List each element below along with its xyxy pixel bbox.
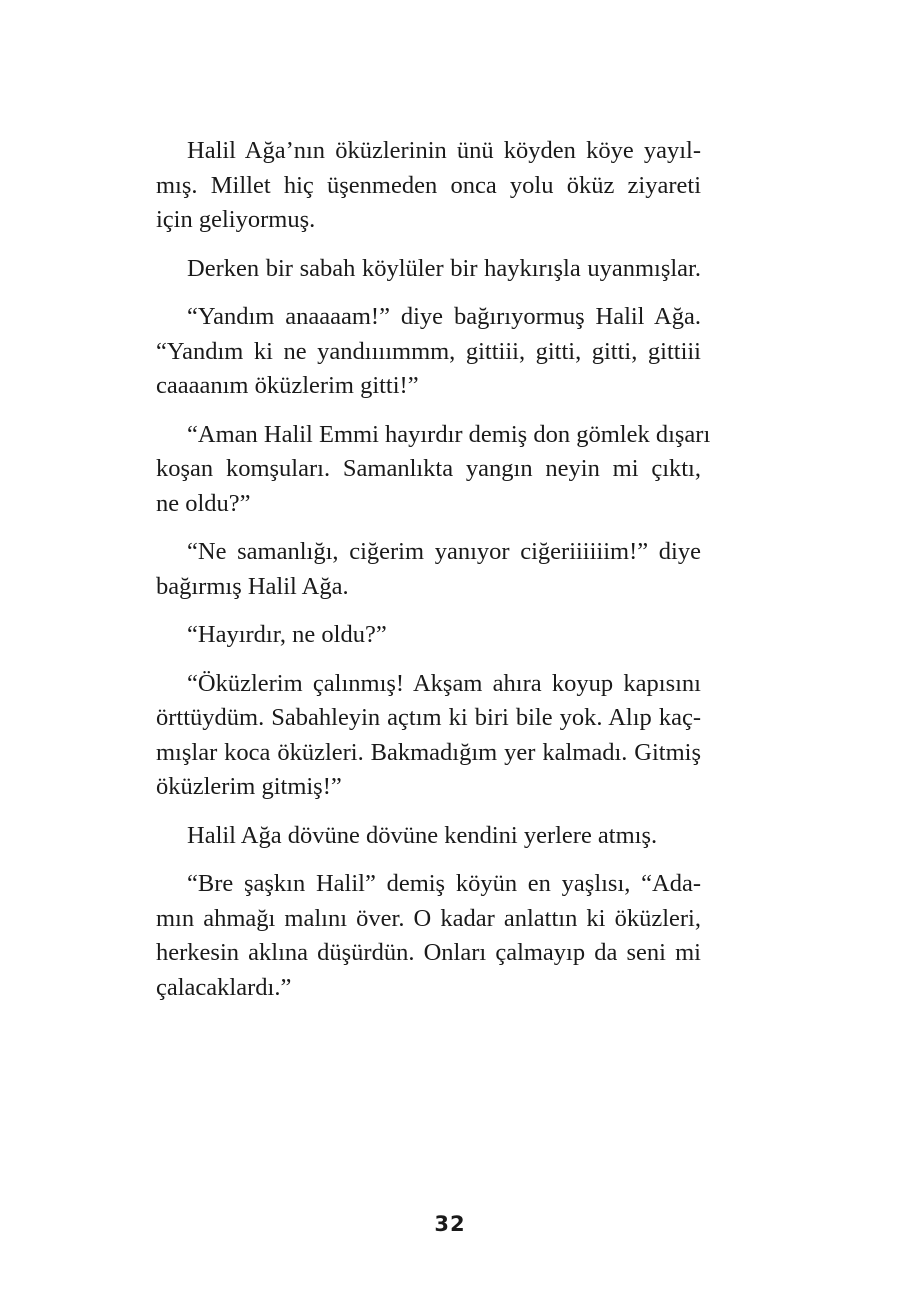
text-line: ne oldu?” [156,489,251,517]
text-line: “Ne samanlığı, ciğerim yanıyor ciğeriiiiiim!” diye [187,538,701,565]
text-line: “Öküzlerim çalınmış! Akşam ahıra koyup kapısını [187,669,701,697]
text-line: öküzlerim gitmiş!” [156,773,342,800]
paragraph [156,867,701,1005]
text-line: mış. Millet hiç üşenmeden onca yolu öküz ziyareti [156,171,701,199]
paragraph [156,418,711,522]
text-line: Halil Ağa’nın öküzlerinin ünü köyden köye yayıl- [187,137,701,164]
paragraph [156,134,701,238]
paragraph [156,300,701,404]
paragraph [156,667,701,805]
text-line: bağırmış Halil Ağa. [156,572,349,600]
text-line: “Aman Halil Emmi hayırdır demiş don gömlek dışarı [187,420,711,448]
text-line: caaaanım öküzlerim gitti!” [156,372,419,399]
text-line: “Bre şaşkın Halil” demiş köyün en yaşlısı, “Ada- [187,870,701,897]
text-line: Halil Ağa dövüne dövüne kendini yerlere atmış. [187,821,658,849]
text-line: “Yandım ki ne yandıııımmm, gittiii, gitti, gitti, gittiii [156,337,701,365]
paragraph [156,252,701,287]
text-line: “Hayırdır, ne oldu?” [187,621,387,648]
text-line: için geliyormuş. [156,206,316,233]
text-line: örttüydüm. Sabahleyin açtım ki biri bile yok. Alıp kaç- [156,704,701,731]
paragraph [156,535,701,604]
text-line: mın ahmağı malını över. O kadar anlattın ki öküzleri, [156,904,701,932]
text-line: Derken bir sabah köylüler bir haykırışla uyanmışlar. [187,254,701,282]
text-line: koşan komşuları. Samanlıkta yangın neyin mi çıktı, [156,455,701,482]
body-text [156,134,711,1019]
text-line: “Yandım anaaaam!” diye bağırıyormuş Halil Ağa. [187,303,701,330]
text-line: çalacaklardı.” [156,973,292,1001]
page-number: 32 [434,1212,466,1236]
paragraph [156,819,701,854]
text-line: mışlar koca öküzleri. Bakmadığım yer kalmadı. Gitmiş [156,738,701,766]
paragraph [156,618,701,653]
text-line: herkesin aklına düşürdün. Onları çalmayıp da seni mi [156,939,701,966]
